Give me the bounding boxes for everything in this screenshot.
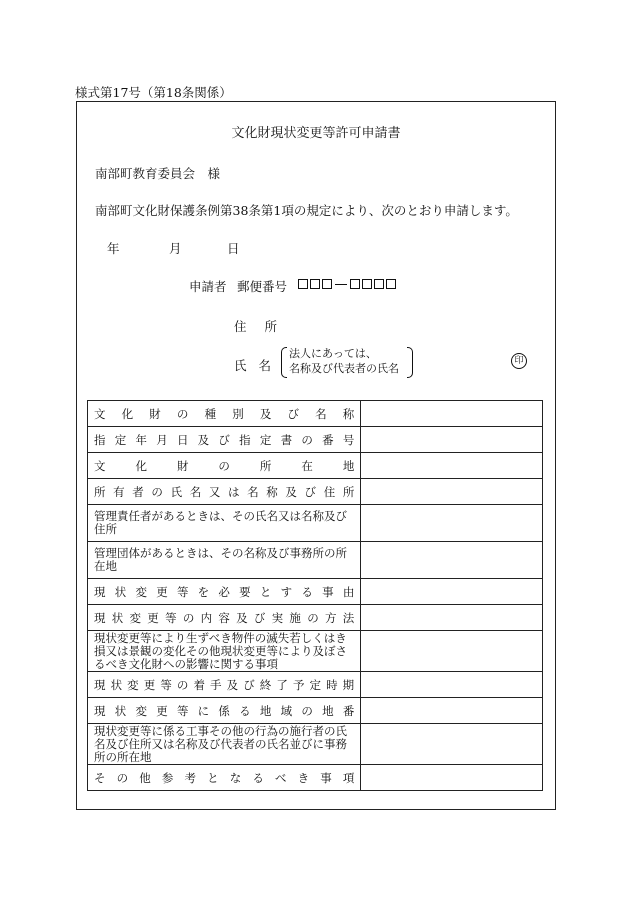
label-char: 及 (236, 610, 248, 625)
label-char: 指 (239, 432, 251, 447)
bracket-left (281, 347, 287, 378)
label-char: 方 (324, 610, 337, 625)
row-label (88, 427, 361, 453)
row-label (88, 605, 361, 631)
label-char: 定 (309, 677, 322, 692)
label-char: そ (94, 770, 106, 785)
label-char: る (301, 584, 313, 599)
row-label (88, 479, 361, 505)
label-char: 名 (315, 406, 327, 421)
label-char: 種 (204, 406, 217, 421)
label-char: び (287, 406, 299, 421)
label-char: 及 (285, 484, 297, 499)
label-char: 変 (135, 703, 147, 718)
label-char: 号 (342, 432, 355, 447)
row-value-field[interactable] (361, 542, 543, 579)
row-label: 現状変更等に係る工事その他の行為の施行者の氏名及び住所又は名称及び代表者の氏名並びに事務所の所在地 (88, 724, 361, 765)
corporate-note-line2: 名称及び代表者の氏名 (289, 362, 399, 375)
label-char: の (307, 610, 319, 625)
label-char: 現 (94, 584, 106, 599)
label-char: 現 (94, 703, 106, 718)
table-row (88, 579, 543, 605)
label-char: 月 (156, 432, 168, 447)
label-char: 状 (114, 584, 127, 599)
table-row (88, 724, 543, 765)
row-label (88, 401, 361, 427)
row-label: 管理団体があるときは、その名称及び事務所の所在地 (88, 542, 361, 579)
postal-dash (335, 284, 347, 285)
table-row (88, 427, 543, 453)
table-row (88, 672, 543, 698)
row-label: 現状変更等により生ずべき物件の滅失若しくはき損又は景観の変化その他現状変更等により及ぼさるべき文化財への影響に関する事項 (88, 631, 361, 672)
label-char: 変 (127, 677, 139, 692)
label-char: 者 (132, 484, 144, 499)
table-row (88, 765, 543, 791)
row-value-field[interactable] (361, 401, 543, 427)
label-char: 年 (135, 432, 147, 447)
label-char: と (207, 770, 219, 785)
label-char: 番 (322, 432, 334, 447)
postal-digit-box[interactable] (310, 279, 320, 289)
label-char: 参 (161, 770, 174, 785)
label-char: 名 (247, 484, 259, 499)
label-char: 法 (342, 610, 355, 625)
row-label-text (94, 610, 354, 626)
label-char: 及 (197, 432, 210, 447)
label-char: 容 (218, 610, 230, 625)
label-char: 指 (94, 432, 106, 447)
label-char: 手 (210, 677, 222, 692)
label-char: 定 (114, 432, 127, 447)
label-char: 所 (342, 484, 355, 499)
label-char: 在 (301, 458, 313, 473)
row-label (88, 765, 361, 791)
table-row (88, 631, 543, 672)
label-char: 等 (165, 610, 177, 625)
label-char: び (218, 432, 230, 447)
row-label-text (94, 458, 354, 474)
postal-code-boxes[interactable] (298, 279, 398, 289)
row-value-field[interactable] (361, 579, 543, 605)
label-char: す (280, 584, 293, 599)
label-char: 及 (259, 406, 272, 421)
row-label-text (94, 703, 354, 719)
label-char: 項 (342, 770, 355, 785)
row-value-field[interactable] (361, 672, 543, 698)
label-char: 番 (342, 703, 355, 718)
label-char: 更 (143, 677, 156, 692)
label-char: の (176, 677, 189, 692)
row-value-field[interactable] (361, 453, 543, 479)
label-char: 更 (156, 584, 168, 599)
label-char: べ (275, 770, 287, 785)
corporate-note-line1: 法人にあっては、 (289, 347, 377, 360)
label-char: 他 (139, 770, 151, 785)
bracket-right (407, 347, 413, 378)
label-char: 財 (176, 458, 189, 473)
row-value-field[interactable] (361, 631, 543, 672)
label-char: 由 (342, 584, 355, 599)
label-char: 状 (110, 677, 123, 692)
row-label (88, 579, 361, 605)
date-month-label: 月 (169, 241, 182, 256)
label-char: 及 (226, 677, 239, 692)
label-char: 別 (232, 406, 244, 421)
postal-digit-box[interactable] (386, 279, 396, 289)
postal-digit-box[interactable] (374, 279, 384, 289)
label-char: 称 (342, 406, 355, 421)
row-label-text (94, 484, 354, 500)
table-row (88, 698, 543, 724)
row-label (88, 698, 361, 724)
label-char: 現 (94, 610, 106, 625)
label-char: 期 (342, 677, 355, 692)
seal-mark: 印 (511, 353, 527, 369)
label-char: 等 (160, 677, 172, 692)
row-value-field[interactable] (361, 427, 543, 453)
label-char: 称 (266, 484, 278, 499)
name-label: 氏 名 (234, 358, 275, 373)
label-char: 現 (94, 677, 106, 692)
label-char: 等 (176, 584, 189, 599)
label-char: の (301, 432, 313, 447)
label-char: の (176, 406, 189, 421)
row-value-field[interactable] (361, 698, 543, 724)
details-table (87, 400, 543, 791)
address-label: 住 所 (234, 319, 281, 334)
label-char: 更 (156, 703, 168, 718)
row-label-text (94, 432, 354, 448)
table-row (88, 505, 543, 542)
label-char: び (253, 610, 266, 625)
label-char: は (227, 484, 240, 499)
label-char: 施 (289, 610, 301, 625)
label-char: 地 (322, 703, 334, 718)
label-char: 地 (259, 703, 272, 718)
label-char: 終 (259, 677, 272, 692)
label-char: 化 (135, 458, 147, 473)
row-value-field[interactable] (361, 765, 543, 791)
table-row (88, 605, 543, 631)
label-char: の (218, 458, 230, 473)
row-value-field[interactable] (361, 724, 543, 765)
label-char: を (197, 584, 210, 599)
row-label-text (94, 770, 354, 786)
label-char: と (259, 584, 272, 599)
label-char: 書 (280, 432, 293, 447)
row-value-field[interactable] (361, 505, 543, 542)
label-char: 等 (176, 703, 189, 718)
label-char: る (252, 770, 264, 785)
label-char: 状 (111, 610, 124, 625)
label-char: 住 (323, 484, 336, 499)
postal-digit-box[interactable] (350, 279, 360, 289)
label-char: 域 (280, 703, 293, 718)
date-day-label: 日 (227, 241, 240, 256)
label-char: 考 (184, 770, 196, 785)
label-char: 又 (208, 484, 221, 499)
label-char: 所 (94, 484, 106, 499)
row-value-field[interactable] (361, 605, 543, 631)
label-char: の (301, 703, 313, 718)
row-label (88, 453, 361, 479)
label-char: 更 (147, 610, 159, 625)
postal-code-label: 郵便番号 (237, 279, 288, 294)
label-char: 時 (326, 677, 338, 692)
label-char: 必 (218, 584, 230, 599)
label-char: 有 (113, 484, 125, 499)
table-row (88, 542, 543, 579)
label-char: 文 (94, 458, 106, 473)
applicant-label: 申請者 (189, 279, 227, 294)
addressee: 南部町教育委員会 様 (95, 166, 221, 181)
label-char: 要 (239, 584, 251, 599)
label-char: び (304, 484, 317, 499)
row-label: 管理責任者があるときは、その氏名又は名称及び住所 (88, 505, 361, 542)
postal-digit-box[interactable] (322, 279, 332, 289)
application-statement: 南部町文化財保護条例第38条第1項の規定により、次のとおり申請します。 (95, 203, 518, 218)
label-char: 所 (259, 458, 272, 473)
label-char: 財 (149, 406, 161, 421)
label-char: 変 (135, 584, 147, 599)
label-char: 定 (259, 432, 272, 447)
label-char: き (297, 770, 310, 785)
label-char: 名 (189, 484, 202, 499)
label-char: る (239, 703, 251, 718)
table-row (88, 401, 543, 427)
label-char: に (197, 703, 210, 718)
corporate-name-note (281, 347, 413, 377)
label-char: 着 (193, 677, 205, 692)
label-char: 予 (292, 677, 305, 692)
label-char: 状 (114, 703, 127, 718)
application-date[interactable] (107, 239, 247, 255)
label-char: 了 (276, 677, 288, 692)
label-char: 事 (320, 770, 332, 785)
postal-digit-box[interactable] (298, 279, 308, 289)
date-year-label: 年 (107, 241, 120, 256)
label-char: 事 (322, 584, 334, 599)
table-row (88, 479, 543, 505)
label-char: 化 (121, 406, 134, 421)
label-char: 実 (271, 610, 284, 625)
row-label-text (94, 584, 354, 600)
label-char: 係 (218, 703, 230, 718)
postal-digit-box[interactable] (362, 279, 372, 289)
label-char: 地 (342, 458, 355, 473)
table-row (88, 453, 543, 479)
label-char: の (151, 484, 163, 499)
label-char: 日 (176, 432, 189, 447)
form-title: 文化財現状変更等許可申請書 (231, 126, 401, 141)
label-char: び (243, 677, 255, 692)
label-char: 変 (129, 610, 142, 625)
application-form-frame (76, 101, 556, 810)
label-char: の (182, 610, 195, 625)
label-char: の (116, 770, 129, 785)
row-label (88, 672, 361, 698)
form-number: 様式第17号（第18条関係） (75, 85, 232, 100)
label-char: 氏 (170, 484, 183, 499)
label-char: な (229, 770, 242, 785)
row-value-field[interactable] (361, 479, 543, 505)
label-char: 内 (200, 610, 213, 625)
label-char: 文 (94, 406, 106, 421)
row-label-text (94, 677, 354, 693)
row-label-text (94, 406, 354, 422)
